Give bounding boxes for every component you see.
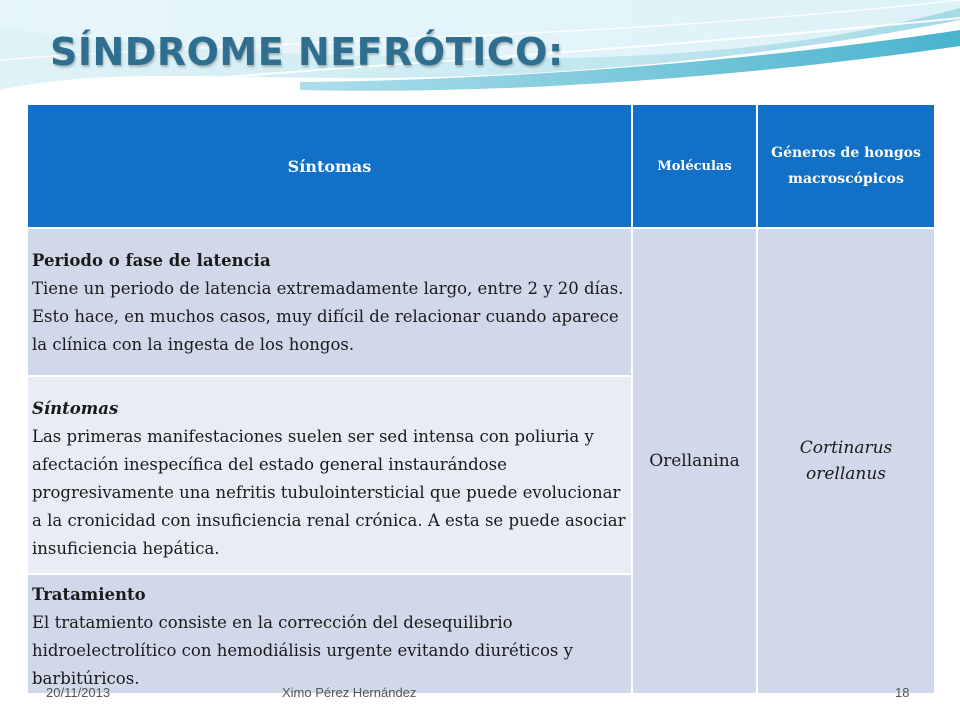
genus-cell: Cortinarus orellanus — [757, 228, 935, 694]
footer-page-number: 18 — [895, 685, 910, 700]
table-row — [27, 228, 935, 376]
molecule-cell: Orellanina — [632, 228, 757, 694]
latency-heading: Periodo o fase de latencia — [32, 251, 271, 270]
symptoms-cell — [27, 376, 632, 574]
symptoms-table — [26, 103, 936, 695]
treatment-heading: Tratamiento — [32, 585, 146, 604]
symptoms-heading: Síntomas — [32, 399, 119, 418]
header-generos: Géneros de hongos macroscópicos — [757, 104, 935, 228]
header-moleculas: Moléculas — [632, 104, 757, 228]
footer-author: Ximo Pérez Hernández — [282, 685, 417, 700]
latency-cell — [27, 228, 632, 376]
treatment-text: El tratamiento consiste en la corrección del desequilibrio hidroelectrolítico con hemodiálisis urgente evitando diuréticos y barbitúricos. — [32, 613, 573, 688]
table-header-row — [27, 104, 935, 228]
slide-title: SÍNDROME NEFRÓTICO: — [50, 30, 564, 74]
header-sintomas: Síntomas — [27, 104, 632, 228]
latency-text: Tiene un periodo de latencia extremadamente largo, entre 2 y 20 días. Esto hace, en muchos casos, muy difícil de relacionar cuando aparece la clínica con la ingesta de los hongos. — [32, 279, 624, 354]
footer-date: 20/11/2013 — [46, 685, 111, 700]
treatment-cell — [27, 574, 632, 694]
symptoms-text: Las primeras manifestaciones suelen ser sed intensa con poliuria y afectación inespecífica del estado general instaurándose progresivamente una nefritis tubulointersticial que puede evolucionar a la cronicidad con insuficiencia renal crónica. A esta se puede asociar insuficiencia hepática. — [32, 427, 626, 558]
